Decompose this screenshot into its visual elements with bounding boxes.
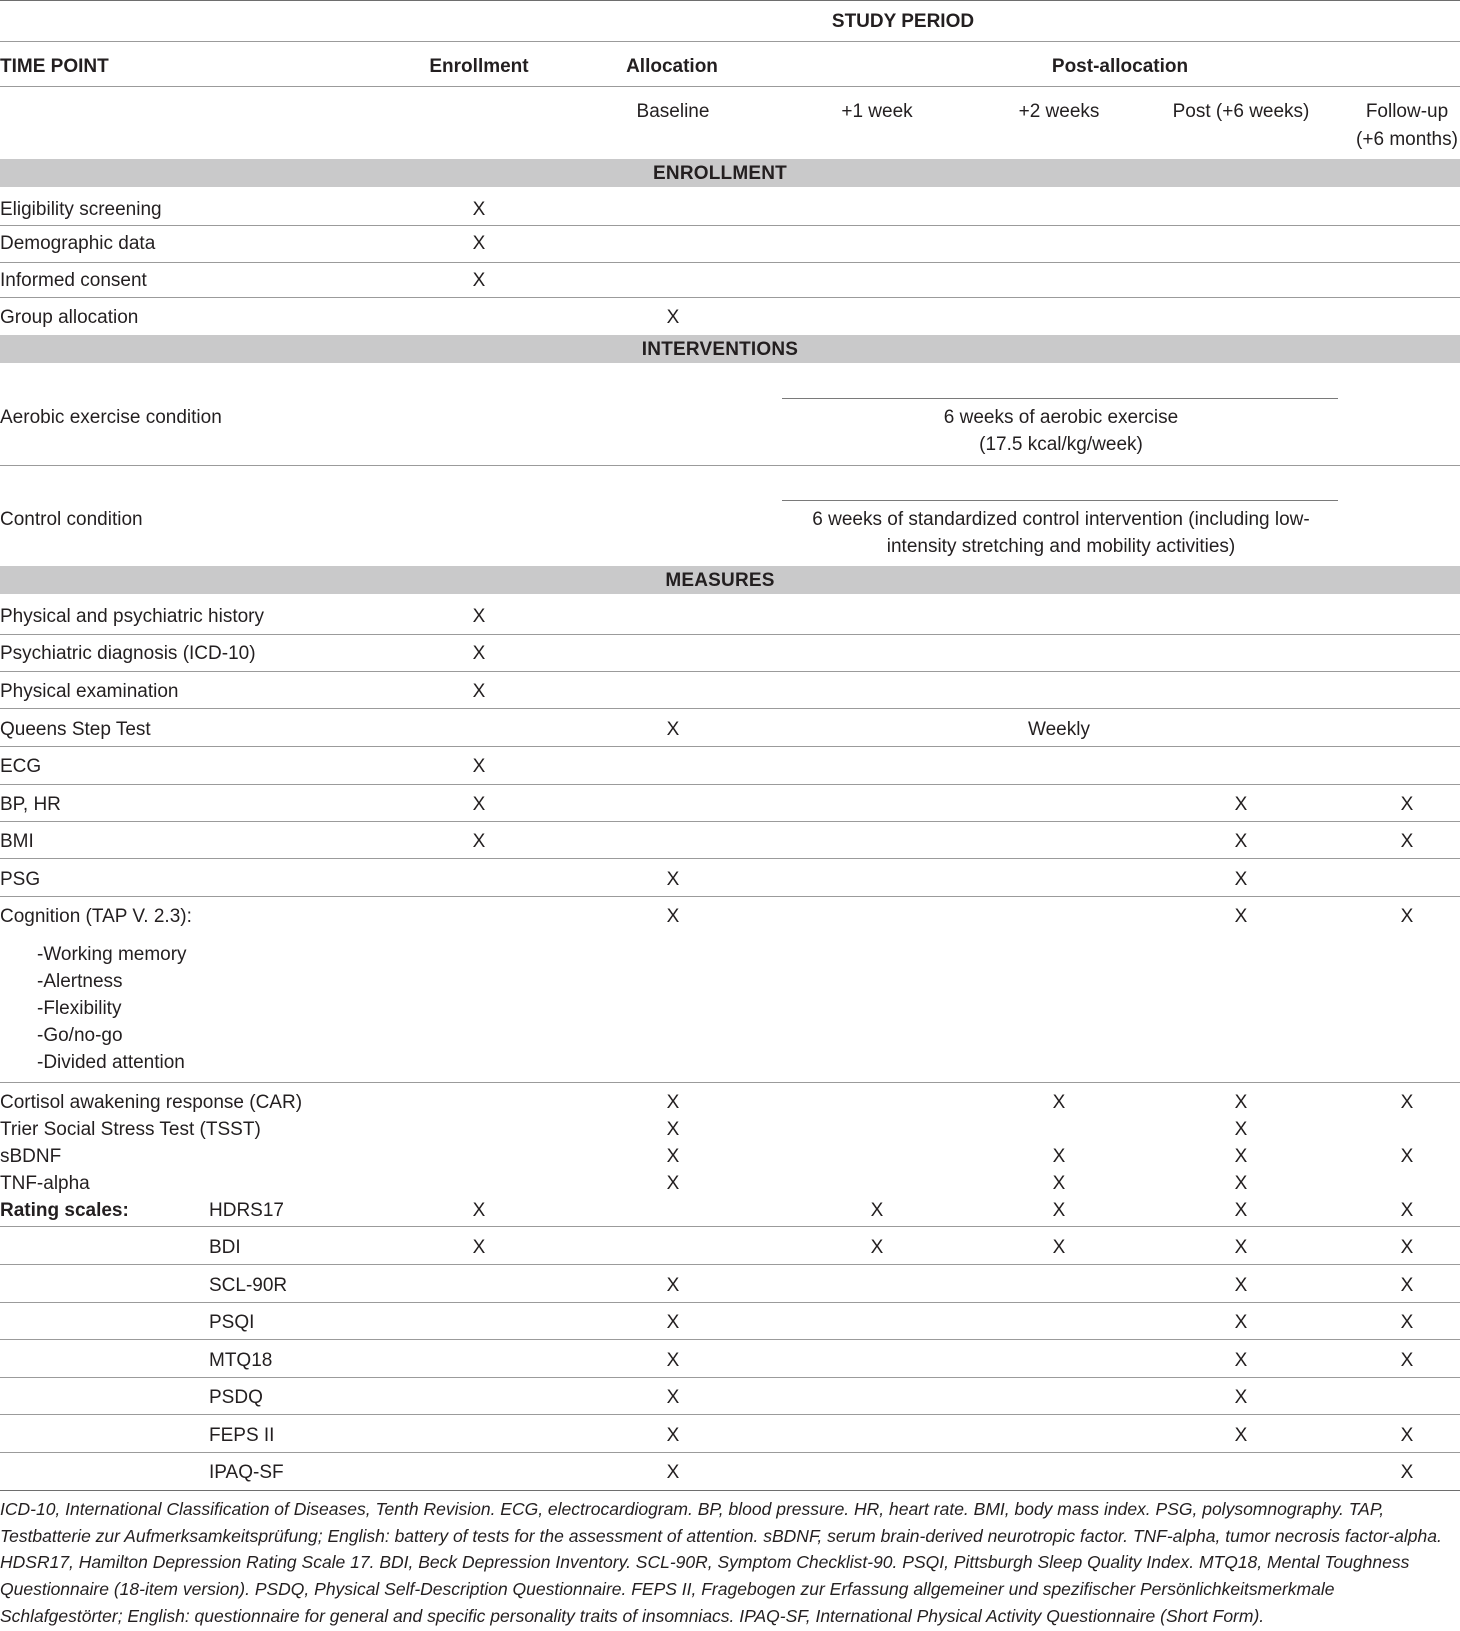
cell-mark: X xyxy=(1234,1275,1248,1296)
cell-mark: X xyxy=(666,1350,680,1371)
section-title: ENROLLMENT xyxy=(653,163,787,184)
row-label: Informed consent xyxy=(0,270,147,291)
row-rule xyxy=(0,858,1460,859)
row-rule xyxy=(0,896,1460,897)
header-rule xyxy=(0,41,1460,42)
cell-mark: X xyxy=(666,869,680,890)
cognition-subitem: -Flexibility xyxy=(37,998,122,1019)
row-rule xyxy=(0,784,1460,785)
allocation-heading: Allocation xyxy=(626,56,718,77)
cell-mark: X xyxy=(1400,1425,1414,1446)
row-rule xyxy=(0,1339,1460,1340)
row-rule xyxy=(0,465,1460,466)
scale-label: BDI xyxy=(209,1237,241,1258)
cell-mark: X xyxy=(1052,1092,1066,1113)
table-top-rule xyxy=(0,0,1460,1)
cell-mark: X xyxy=(1400,831,1414,852)
section-band-measures xyxy=(0,566,1460,594)
cell-mark: X xyxy=(1052,1146,1066,1167)
cell-mark: X xyxy=(666,1312,680,1333)
cell-mark: X xyxy=(472,270,486,291)
study-period-heading: STUDY PERIOD xyxy=(831,11,975,32)
cell-mark: X xyxy=(666,1092,680,1113)
row-label: Physical examination xyxy=(0,681,179,702)
cell-mark: X xyxy=(1234,1237,1248,1258)
cell-mark: X xyxy=(1400,906,1414,927)
row-rule xyxy=(0,746,1460,747)
cell-mark: X xyxy=(472,681,486,702)
cell-mark: X xyxy=(1400,1146,1414,1167)
row-label: sBDNF xyxy=(0,1146,62,1167)
cell-mark: X xyxy=(472,643,486,664)
cell-mark: X xyxy=(1234,1092,1248,1113)
followup-heading-sub: (+6 months) xyxy=(1356,129,1458,150)
followup-heading: Follow-up xyxy=(1365,101,1449,122)
rating-scales-label: Rating scales: xyxy=(0,1200,129,1221)
row-label: Aerobic exercise condition xyxy=(0,407,222,428)
enrollment-heading: Enrollment xyxy=(429,56,529,77)
row-rule xyxy=(0,1377,1460,1378)
row-rule xyxy=(0,821,1460,822)
cell-mark: X xyxy=(666,719,680,740)
cell-mark: X xyxy=(1234,1312,1248,1333)
cell-mark: X xyxy=(472,233,486,254)
intervention-span-bar xyxy=(782,398,1338,399)
cell-mark: X xyxy=(1052,1237,1066,1258)
row-rule xyxy=(0,1452,1460,1453)
week2-heading: +2 weeks xyxy=(1018,101,1100,122)
cell-mark: X xyxy=(1052,1200,1066,1221)
row-rule xyxy=(0,1264,1460,1265)
cell-mark: X xyxy=(870,1200,884,1221)
cell-mark: X xyxy=(472,831,486,852)
section-band-interventions xyxy=(0,335,1460,363)
scale-label: HDRS17 xyxy=(209,1200,284,1221)
intervention-text: intensity stretching and mobility activities) xyxy=(886,536,1236,557)
row-label: BP, HR xyxy=(0,794,61,815)
scale-label: MTQ18 xyxy=(209,1350,273,1371)
row-rule xyxy=(0,1226,1460,1227)
cell-mark: X xyxy=(666,1387,680,1408)
scale-label: PSQI xyxy=(209,1312,255,1333)
cell-mark: X xyxy=(1234,1200,1248,1221)
row-label: Cortisol awakening response (CAR) xyxy=(0,1092,303,1113)
cell-mark: X xyxy=(1234,1350,1248,1371)
cell-mark: X xyxy=(1234,794,1248,815)
cognition-subitem: -Alertness xyxy=(37,971,123,992)
cognition-subitem: -Divided attention xyxy=(37,1052,185,1073)
cell-text: Weekly xyxy=(1028,719,1090,740)
cell-mark: X xyxy=(472,1200,486,1221)
row-rule xyxy=(0,297,1460,298)
cell-mark: X xyxy=(666,1462,680,1483)
week1-heading: +1 week xyxy=(841,101,913,122)
section-title: INTERVENTIONS xyxy=(641,339,799,360)
row-label: Cognition (TAP V. 2.3): xyxy=(0,906,192,927)
row-label: BMI xyxy=(0,831,34,852)
cell-mark: X xyxy=(666,906,680,927)
row-rule xyxy=(0,1414,1460,1415)
intervention-text: 6 weeks of aerobic exercise xyxy=(943,407,1179,428)
table-bottom-rule xyxy=(0,1490,1460,1491)
cell-mark: X xyxy=(1234,1387,1248,1408)
cell-mark: X xyxy=(472,794,486,815)
table-footnote: ICD-10, International Classification of Diseases, Tenth Revision. ECG, electrocardiogram. BP, blood pressure. HR, heart rate. BMI, body mass index. PSG, polysomnography. TAP, Testbatterie zur Aufmerksamkeitsprüfung; English: battery of tests for the assessment of attention. sBDNF, serum brain-derived neurotropic factor. TNF-alpha, tumor necrosis factor-alpha. HDSR17, Hamilton Depression Rating Scale 17. BDI, Beck Depression Inventory. SCL-90R, Symptom Checklist-90. PSQI, Pittsburgh Sleep Quality Index. MTQ18, Mental Toughness Questionnaire (18-item version). PSDQ, Physical Self-Description Questionnaire. FEPS II, Fragebogen zur Erfassung allgemeiner und spezifischer Persönlichkeitsmerkmale Schlafgestörter; English: questionnaire for general and specific personality traits of insomniacs. IPAQ-SF, International Physical Activity Questionnaire (Short Form). xyxy=(0,1499,1442,1626)
row-rule xyxy=(0,225,1460,226)
row-label: PSG xyxy=(0,869,41,890)
cell-mark: X xyxy=(1400,1462,1414,1483)
row-rule xyxy=(0,1082,1460,1083)
cell-mark: X xyxy=(1234,1425,1248,1446)
cognition-subitem: -Go/no-go xyxy=(37,1025,123,1046)
scale-label: PSDQ xyxy=(209,1387,263,1408)
row-label: Demographic data xyxy=(0,233,156,254)
cell-mark: X xyxy=(472,199,486,220)
intervention-span-bar xyxy=(782,500,1338,501)
row-label: ECG xyxy=(0,756,42,777)
row-label: Trier Social Stress Test (TSST) xyxy=(0,1119,261,1140)
row-rule xyxy=(0,634,1460,635)
cell-mark: X xyxy=(666,1119,680,1140)
cell-mark: X xyxy=(666,307,680,328)
scale-label: FEPS II xyxy=(209,1425,275,1446)
cell-mark: X xyxy=(666,1146,680,1167)
cell-mark: X xyxy=(1234,1146,1248,1167)
post-heading: Post (+6 weeks) xyxy=(1172,101,1310,122)
row-rule xyxy=(0,262,1460,263)
cell-mark: X xyxy=(1400,1092,1414,1113)
cell-mark: X xyxy=(1052,1173,1066,1194)
cell-mark: X xyxy=(666,1275,680,1296)
cell-mark: X xyxy=(1234,831,1248,852)
cell-mark: X xyxy=(1400,1237,1414,1258)
cell-mark: X xyxy=(1400,794,1414,815)
cell-mark: X xyxy=(1234,869,1248,890)
post-allocation-heading: Post-allocation xyxy=(1051,56,1189,77)
cognition-subitem: -Working memory xyxy=(37,944,187,965)
cell-mark: X xyxy=(1400,1312,1414,1333)
cell-mark: X xyxy=(472,1237,486,1258)
cell-mark: X xyxy=(1234,1119,1248,1140)
cell-mark: X xyxy=(1234,1173,1248,1194)
cell-mark: X xyxy=(1400,1350,1414,1371)
cell-mark: X xyxy=(472,756,486,777)
scale-label: SCL-90R xyxy=(209,1275,288,1296)
row-label: Physical and psychiatric history xyxy=(0,606,264,627)
scale-label: IPAQ-SF xyxy=(209,1462,284,1483)
cell-mark: X xyxy=(1400,1275,1414,1296)
row-label: Control condition xyxy=(0,509,143,530)
intervention-text: 6 weeks of standardized control intervention (including low- xyxy=(812,509,1310,530)
section-band-enrollment xyxy=(0,159,1460,187)
time-point-heading: TIME POINT xyxy=(0,56,109,77)
row-label: Group allocation xyxy=(0,307,139,328)
baseline-heading: Baseline xyxy=(636,101,710,122)
row-rule xyxy=(0,708,1460,709)
cell-mark: X xyxy=(472,606,486,627)
section-title: MEASURES xyxy=(665,570,775,591)
cell-mark: X xyxy=(666,1173,680,1194)
intervention-text: (17.5 kcal/kg/week) xyxy=(979,434,1143,455)
row-label: TNF-alpha xyxy=(0,1173,90,1194)
row-rule xyxy=(0,1302,1460,1303)
cell-mark: X xyxy=(1234,906,1248,927)
cell-mark: X xyxy=(666,1425,680,1446)
row-label: Psychiatric diagnosis (ICD-10) xyxy=(0,643,256,664)
cell-mark: X xyxy=(1400,1200,1414,1221)
header-rule xyxy=(0,86,1460,87)
row-rule xyxy=(0,671,1460,672)
row-label: Eligibility screening xyxy=(0,199,162,220)
cell-mark: X xyxy=(870,1237,884,1258)
row-label: Queens Step Test xyxy=(0,719,151,740)
